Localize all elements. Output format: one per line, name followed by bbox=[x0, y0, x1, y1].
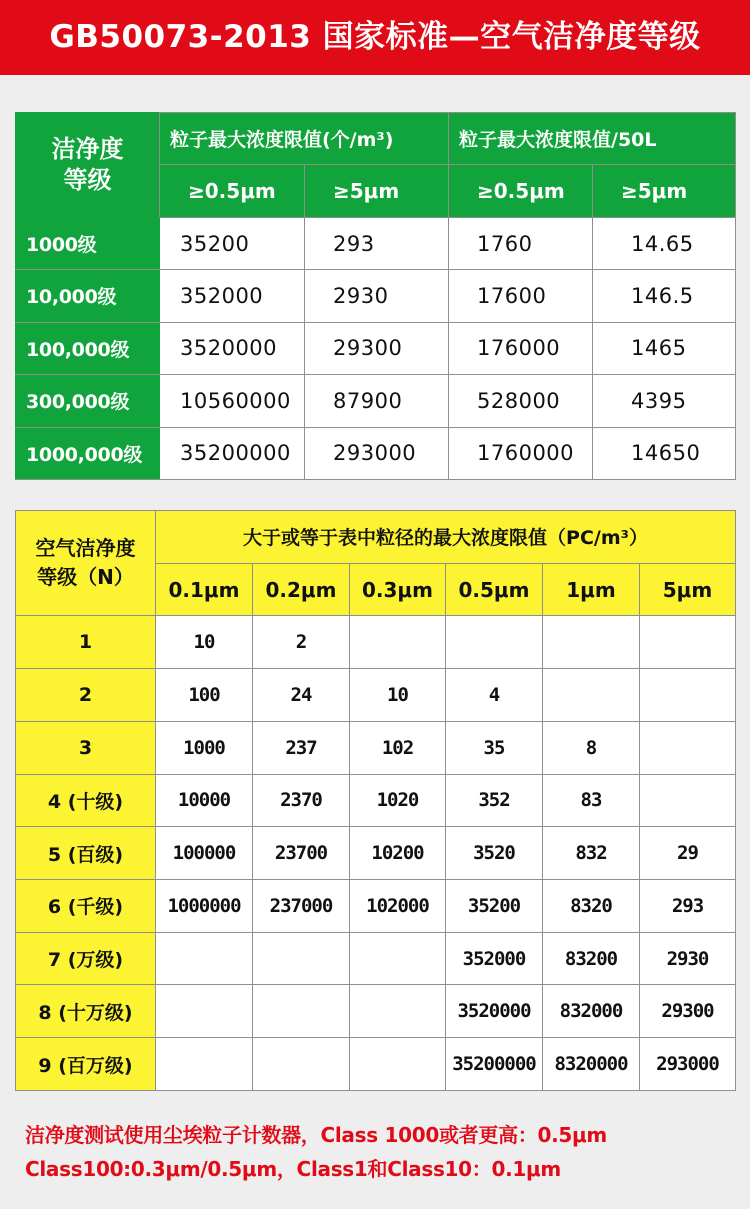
table-cell: 35200000 bbox=[160, 427, 305, 479]
table-row bbox=[16, 774, 736, 827]
table-cell bbox=[253, 1038, 350, 1091]
table-cell: 832 bbox=[543, 827, 640, 880]
table-cell: 4395 bbox=[593, 375, 736, 427]
table-cell: 29300 bbox=[640, 985, 736, 1038]
table-cell: 10 bbox=[156, 616, 253, 669]
table-cell: 1465 bbox=[593, 322, 736, 374]
table2-subheader: 5μm bbox=[640, 563, 736, 616]
table2-subheader: 1μm bbox=[543, 563, 640, 616]
table-cell: 237000 bbox=[253, 880, 350, 933]
table1-corner-header bbox=[16, 113, 160, 218]
table-cell: 237 bbox=[253, 721, 350, 774]
row-label: 8 (十万级) bbox=[16, 985, 156, 1038]
table-cell: 29 bbox=[640, 827, 736, 880]
table-cell bbox=[253, 985, 350, 1038]
table-cell bbox=[350, 985, 446, 1038]
table-row bbox=[16, 427, 736, 479]
table-cell: 29300 bbox=[305, 322, 449, 374]
table-row bbox=[16, 1038, 736, 1091]
iso-class-table bbox=[15, 510, 736, 1091]
table-cell bbox=[156, 1038, 253, 1091]
cleanliness-class-table bbox=[15, 112, 736, 480]
table2-corner-line2: 等级（N） bbox=[37, 565, 134, 590]
footer-note-line2: Class100:0.3μm/0.5μm，Class1和Class10：0.1μm bbox=[25, 1157, 561, 1181]
table-cell: 1000 bbox=[156, 721, 253, 774]
table1-subheader: ≥5μm bbox=[305, 165, 449, 217]
table-row bbox=[16, 322, 736, 374]
table1-group-header-per-50l: 粒子最大浓度限值/50L bbox=[449, 113, 736, 165]
row-label: 1000,000级 bbox=[16, 427, 160, 479]
table-cell: 1000000 bbox=[156, 880, 253, 933]
table-cell: 35200000 bbox=[446, 1038, 543, 1091]
row-label: 4 (十级) bbox=[16, 774, 156, 827]
row-label: 2 bbox=[16, 669, 156, 722]
table-row bbox=[16, 827, 736, 880]
table-cell: 2930 bbox=[305, 270, 449, 322]
table-cell: 83200 bbox=[543, 932, 640, 985]
table-cell: 3520000 bbox=[160, 322, 305, 374]
table-row bbox=[16, 217, 736, 269]
table1-group-header-per-m3: 粒子最大浓度限值(个/m³) bbox=[160, 113, 449, 165]
table-cell: 35200 bbox=[446, 880, 543, 933]
table-cell bbox=[350, 932, 446, 985]
table-cell: 87900 bbox=[305, 375, 449, 427]
table-cell: 2 bbox=[253, 616, 350, 669]
table1-subheader: ≥0.5μm bbox=[160, 165, 305, 217]
table-row bbox=[16, 375, 736, 427]
table-cell: 2930 bbox=[640, 932, 736, 985]
table-cell: 3520000 bbox=[446, 985, 543, 1038]
row-label: 300,000级 bbox=[16, 375, 160, 427]
table1-subheader: ≥0.5μm bbox=[449, 165, 593, 217]
table-cell: 10560000 bbox=[160, 375, 305, 427]
row-label: 7 (万级) bbox=[16, 932, 156, 985]
table2-group-header: 大于或等于表中粒径的最大浓度限值（PC/m³） bbox=[156, 511, 736, 564]
row-label: 6 (千级) bbox=[16, 880, 156, 933]
table-cell bbox=[543, 669, 640, 722]
row-label: 5 (百级) bbox=[16, 827, 156, 880]
table-cell: 102 bbox=[350, 721, 446, 774]
table-cell: 35200 bbox=[160, 217, 305, 269]
table2-subheader: 0.3μm bbox=[350, 563, 446, 616]
table-cell: 352 bbox=[446, 774, 543, 827]
table-cell bbox=[156, 985, 253, 1038]
table-cell: 10 bbox=[350, 669, 446, 722]
table-row bbox=[16, 932, 736, 985]
row-label: 1 bbox=[16, 616, 156, 669]
table-cell bbox=[156, 932, 253, 985]
table-cell bbox=[640, 669, 736, 722]
table2-subheader: 0.2μm bbox=[253, 563, 350, 616]
table-cell: 832000 bbox=[543, 985, 640, 1038]
table-cell: 1020 bbox=[350, 774, 446, 827]
table-cell: 100 bbox=[156, 669, 253, 722]
table-cell: 35 bbox=[446, 721, 543, 774]
table2-subheader: 0.5μm bbox=[446, 563, 543, 616]
table-cell bbox=[253, 932, 350, 985]
table-cell: 83 bbox=[543, 774, 640, 827]
table-cell: 10000 bbox=[156, 774, 253, 827]
page-title: GB50073-2013 国家标准—空气洁净度等级 bbox=[0, 0, 750, 75]
table-cell: 293 bbox=[640, 880, 736, 933]
row-label: 3 bbox=[16, 721, 156, 774]
table-row bbox=[16, 270, 736, 322]
table-cell bbox=[640, 721, 736, 774]
table2-corner-line1: 空气洁净度 bbox=[35, 536, 136, 561]
table-cell: 1760000 bbox=[449, 427, 593, 479]
table-cell: 293 bbox=[305, 217, 449, 269]
table-cell: 10200 bbox=[350, 827, 446, 880]
table2-corner-header bbox=[16, 511, 156, 616]
table-cell: 146.5 bbox=[593, 270, 736, 322]
row-label: 100,000级 bbox=[16, 322, 160, 374]
table-row bbox=[16, 721, 736, 774]
table1-corner-line2: 等级 bbox=[63, 165, 112, 194]
table-cell: 8320 bbox=[543, 880, 640, 933]
table-row bbox=[16, 616, 736, 669]
table-row bbox=[16, 880, 736, 933]
table-row bbox=[16, 985, 736, 1038]
table-cell: 8320000 bbox=[543, 1038, 640, 1091]
table-cell: 102000 bbox=[350, 880, 446, 933]
row-label: 10,000级 bbox=[16, 270, 160, 322]
table-cell: 24 bbox=[253, 669, 350, 722]
table-cell: 8 bbox=[543, 721, 640, 774]
table-cell bbox=[640, 616, 736, 669]
table-cell: 528000 bbox=[449, 375, 593, 427]
table-cell: 176000 bbox=[449, 322, 593, 374]
table-cell: 352000 bbox=[446, 932, 543, 985]
row-label: 9 (百万级) bbox=[16, 1038, 156, 1091]
table-cell bbox=[350, 1038, 446, 1091]
table-cell: 14650 bbox=[593, 427, 736, 479]
table-cell bbox=[350, 616, 446, 669]
table-cell: 2370 bbox=[253, 774, 350, 827]
table-cell: 14.65 bbox=[593, 217, 736, 269]
table2-subheader: 0.1μm bbox=[156, 563, 253, 616]
table-row bbox=[16, 669, 736, 722]
table-cell bbox=[543, 616, 640, 669]
table-cell bbox=[446, 616, 543, 669]
table-cell: 352000 bbox=[160, 270, 305, 322]
table1-corner-line1: 洁净度 bbox=[51, 134, 124, 163]
table-cell: 23700 bbox=[253, 827, 350, 880]
table-cell: 3520 bbox=[446, 827, 543, 880]
footer-note-line1: 洁净度测试使用尘埃粒子计数器，Class 1000或者更高：0.5μm bbox=[25, 1123, 607, 1147]
table-cell bbox=[640, 774, 736, 827]
table-cell: 293000 bbox=[640, 1038, 736, 1091]
table-cell: 293000 bbox=[305, 427, 449, 479]
table1-subheader: ≥5μm bbox=[593, 165, 736, 217]
table-cell: 100000 bbox=[156, 827, 253, 880]
table-cell: 1760 bbox=[449, 217, 593, 269]
table-cell: 4 bbox=[446, 669, 543, 722]
table-cell: 17600 bbox=[449, 270, 593, 322]
row-label: 1000级 bbox=[16, 217, 160, 269]
